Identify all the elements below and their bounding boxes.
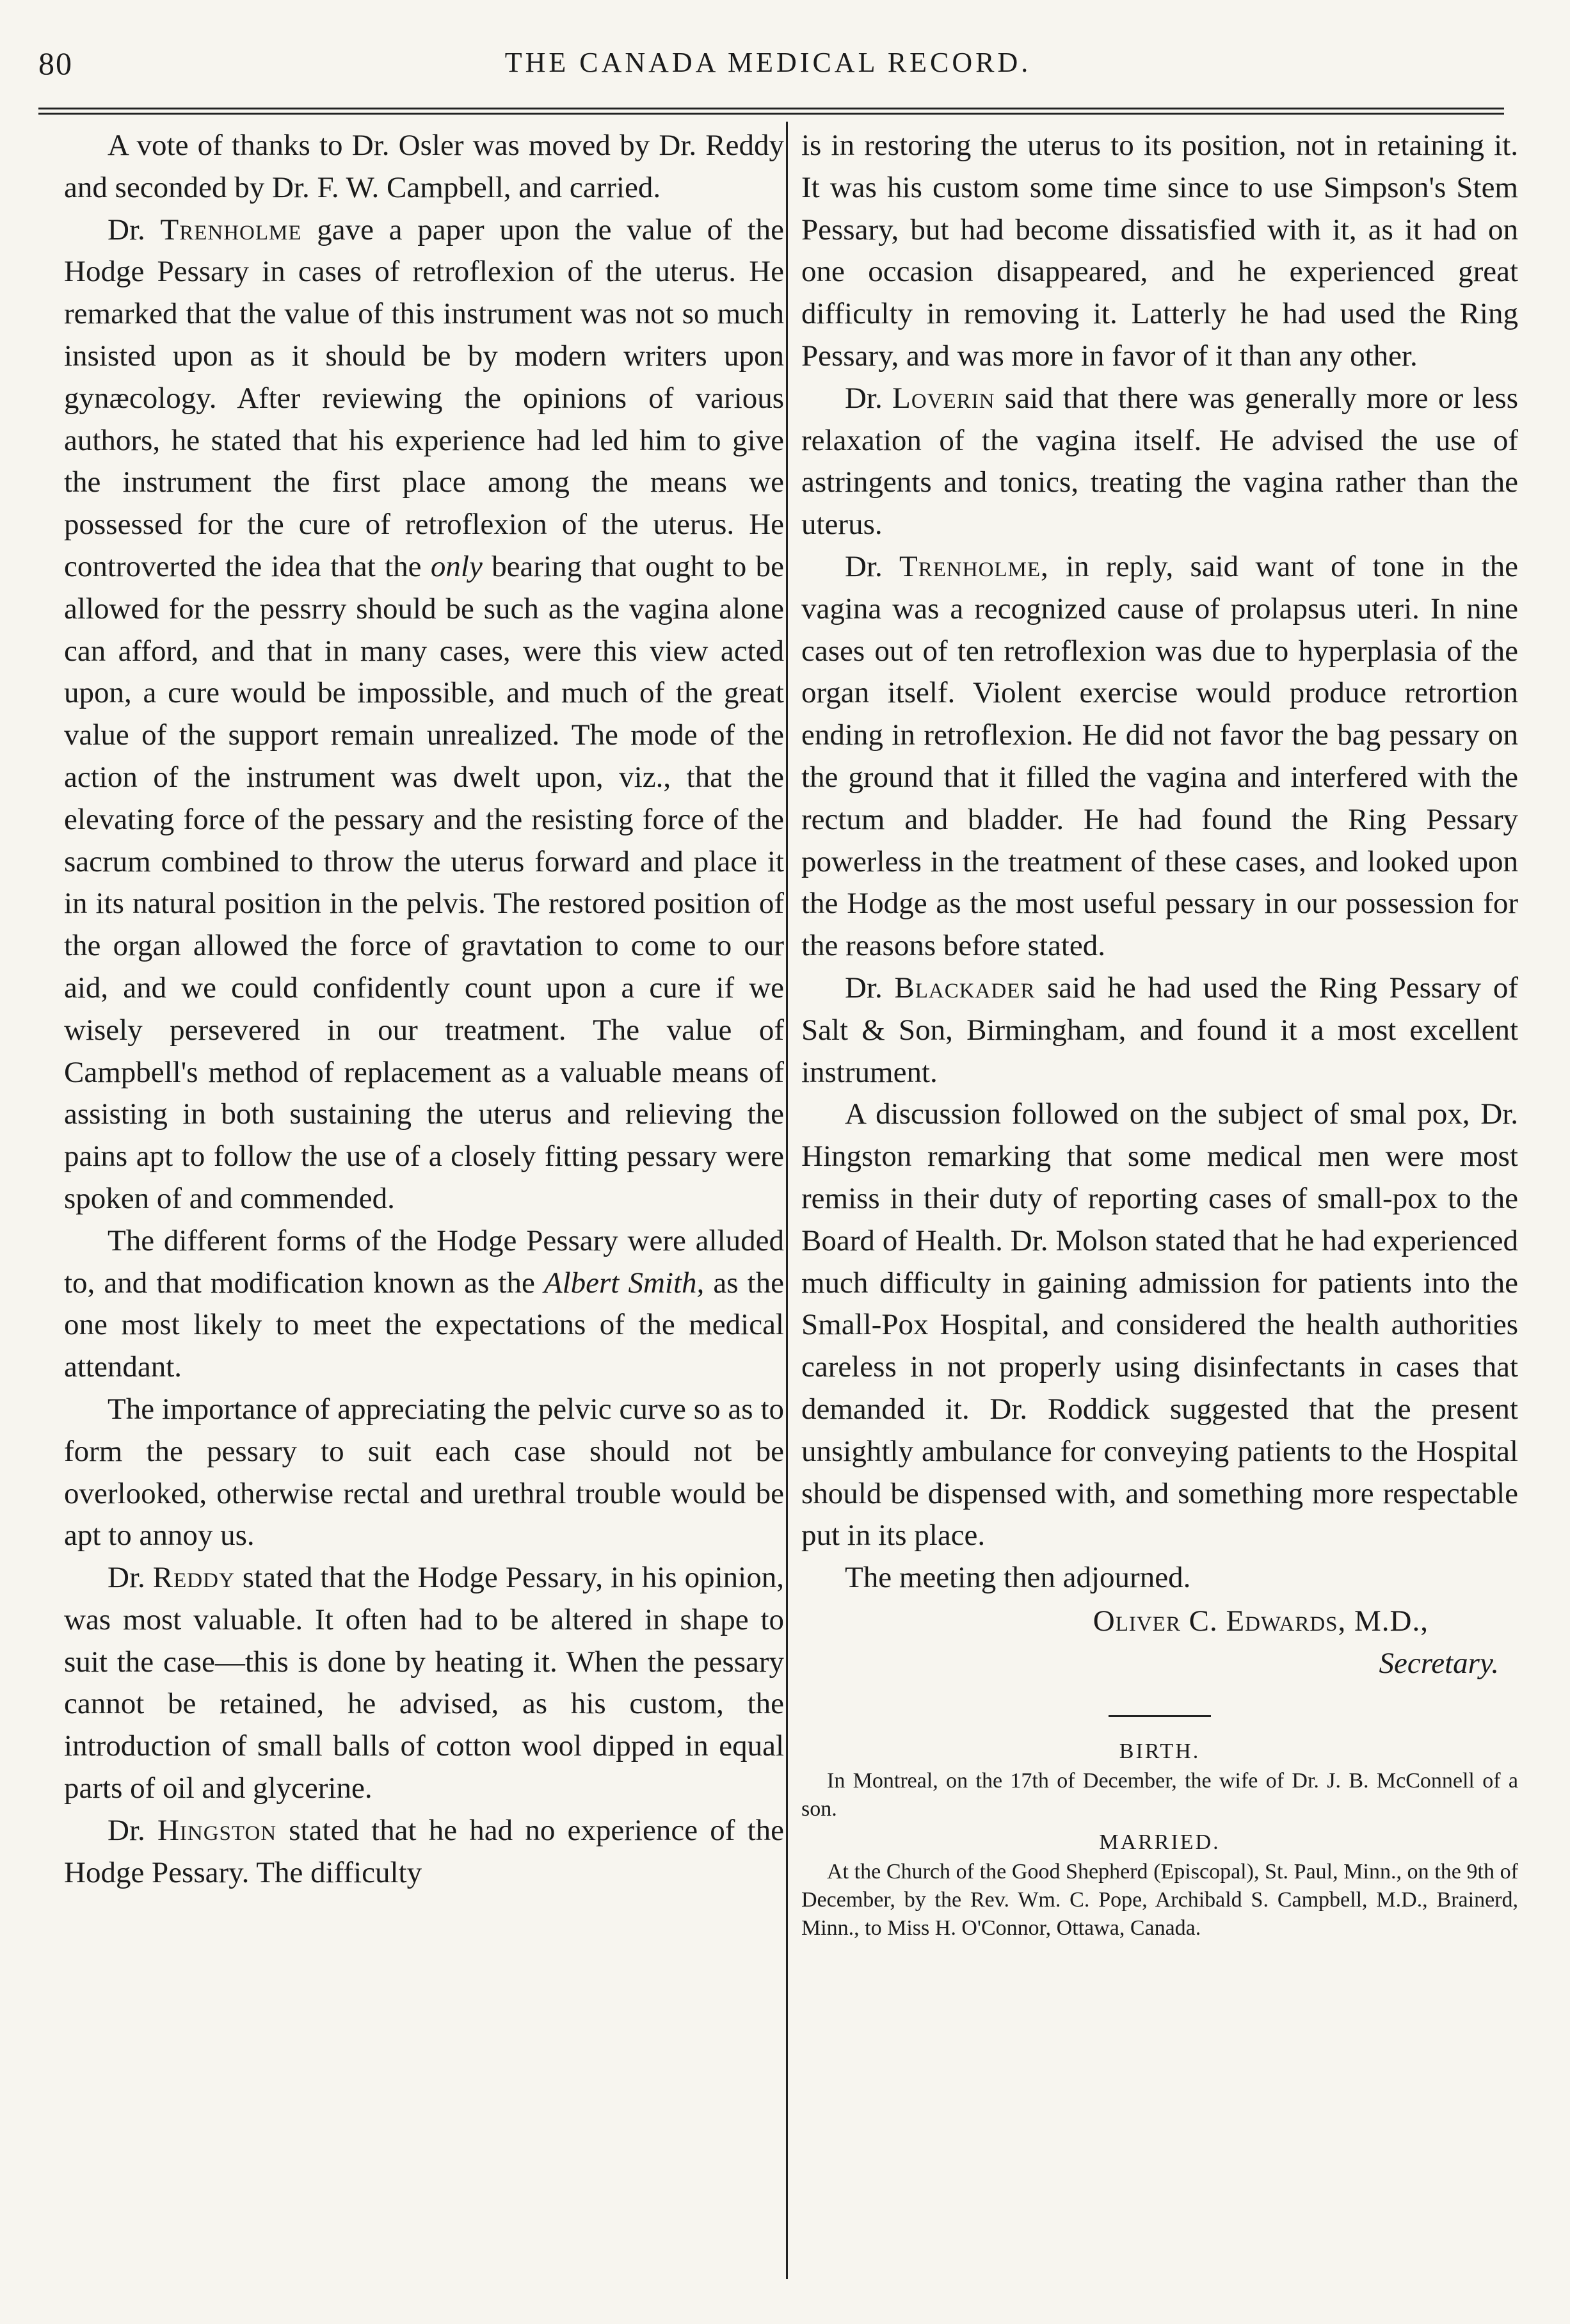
married-heading: MARRIED. [1099, 1830, 1221, 1855]
text: Dr. [845, 381, 893, 415]
paragraph-trenholme-reply [801, 546, 1518, 967]
emphasis-text: Albert Smith, [543, 1266, 705, 1300]
signature-name: Oliver C. Edwards, M.D., [1093, 1604, 1429, 1638]
text: stated that he had no experience of the Hodge Pessary. The difficulty [64, 1813, 784, 1889]
paragraph-smallpox-discussion: A discussion followed on the subject of smal pox, Dr. Hingston remarking that some medical men were most remiss in their duty of reporting cases of small-pox to the Board of Health. Dr. Molson stated that he had experienced much difficulty in gaining admission for patients into the Small-Pox Hospital, and considered the health authorities careless in not properly using disinfectants in cases that demanded it. Dr. Roddick suggested that the present unsightly ambulance for conveying patients to the Hospital should be dispensed with, and something more respectable put in its place. [801, 1097, 1518, 1553]
signature-block [801, 1601, 1518, 1685]
text: as the one most likely to meet the expectations of the medical attendant. [64, 1266, 784, 1384]
section-rule [1109, 1715, 1211, 1717]
birth-notice: In Montreal, on the 17th of December, the wife of Dr. J. B. McConnell of a son. [801, 1769, 1518, 1821]
text: bearing that ought to be allowed for the pessrry should be such as the vagina alone can afford, and that in many cases, were this view acted upon, a cure would be impossible, and much of the great value of the support remain unrealized. The mode of the action of the instrument was dwelt upon, viz., that the elevating force of the pessary and the resisting force of the sacrum combined to throw the uterus forward and place it in its natural position in the pelvis. The restored position of the organ allowed the force of gravtation to come to our aid, and we could confidently count upon a cure if we wisely persevered in our treatment. The value of Campbell's method of replacement as a valuable means of assisting in both sustaining the uterus and relieving the pains apt to follow the use of a closely fitting pessary were spoken of and commended. [64, 549, 784, 1215]
paragraph-blackader [801, 967, 1518, 1093]
paragraph-reddy [64, 1557, 784, 1810]
paragraph-continuation: is in restoring the uterus to its position, not in retaining it. It was his custom some time since to use Simpson's Stem Pessary, but had become dissatisfied with it, as it had on one occasion disappeared, and he experienced great difficulty in removing it. Latterly he had used the Ring Pessary, and was more in favor of it than any other. [801, 129, 1518, 373]
journal-title: THE CANADA MEDICAL RECORD. [504, 47, 1032, 78]
speaker-name: Blackader [894, 971, 1036, 1005]
speaker-name: Trenholme [160, 213, 302, 246]
right-column [801, 125, 1518, 1942]
text: Dr. [108, 213, 161, 246]
speaker-name: Hingston [157, 1813, 277, 1847]
paragraph-hingston [64, 1810, 784, 1894]
text: Dr. [845, 549, 900, 583]
birth-heading: BIRTH. [1119, 1739, 1201, 1764]
speaker-name: Trenholme, [899, 549, 1049, 583]
left-column [64, 125, 784, 1894]
text: Dr. [108, 1561, 153, 1595]
text: in reply, said want of tone in the vagina was a recognized cause of prolapsus uteri. In nine cases out of ten retroflexion was due to hyperplasia of the organ itself. Violent exercise would produce retrortion ending in retroflexion. He did not favor the bag pessary on the ground that it filled the vagina and interfered with the rectum and bladder. He had found the Ring Pessary powerless in the treatment of these cases, and looked upon the Hodge as the most useful pessary in our possession for the reasons before stated. [801, 549, 1518, 963]
paragraph-loverin [801, 378, 1518, 546]
paragraph-trenholme-paper [64, 209, 784, 1220]
married-notice: At the Church of the Good Shepherd (Episcopal), St. Paul, Minn., on the 9th of December, by the Rev. Wm. C. Pope, Archibald S. Campbell, M.D., Brainerd, Minn., to Miss H. O'Connor, Ottawa, Canada. [801, 1860, 1518, 1941]
text: said that there was generally more or less relaxation of the vagina itself. He advised the use of astringents and tonics, treating the vagina rather than the uterus. [801, 381, 1518, 542]
text: stated that the Hodge Pessary, in his opinion, was most valuable. It often had to be altered in shape to suit the case—this is done by heating it. When the pessary cannot be retained, he advised, as his custom, the introduction of small balls of cotton wool dipped in equal parts of oil and glycerine. [64, 1561, 784, 1805]
emphasis-text: only [430, 549, 483, 583]
paragraph-hodge-forms [64, 1220, 784, 1389]
header-rule-bottom [38, 113, 1504, 115]
text: Dr. [845, 971, 895, 1005]
paragraph-vote-of-thanks: A vote of thanks to Dr. Osler was moved by Dr. Reddy and seconded by Dr. F. W. Campbell, and carried. [64, 129, 784, 204]
text: The different forms of the Hodge Pessary were alluded to, and that modification known as the [64, 1223, 784, 1300]
page-header [38, 45, 1498, 90]
paragraph-adjourned: The meeting then adjourned. [845, 1561, 1191, 1595]
text: gave a paper upon the value of the Hodge Pessary in cases of retroflexion of the uterus. He remarked that the value of this instrument was not so much insisted upon as it should be by modern writers upon gynæcology. After reviewing the opinions of various authors, he stated that his experience had led him to give the instrument the first place among the means we possessed for the cure of retroflexion of the uterus. He controverted the idea that the [64, 213, 785, 583]
text: said he had used the Ring Pessary of Salt & Son, Birmingham, and found it a most excellent instrument. [801, 971, 1519, 1089]
header-rule-top [38, 108, 1504, 109]
signature-role: Secretary. [1379, 1646, 1499, 1680]
paragraph-pelvic-curve: The importance of appreciating the pelvic curve so as to form the pessary to suit each case should not be overlooked, otherwise rectal and urethral trouble would be apt to annoy us. [64, 1392, 784, 1553]
speaker-name: Reddy [152, 1561, 235, 1595]
speaker-name: Loverin [892, 381, 995, 415]
column-divider [786, 122, 788, 2279]
page-number: 80 [38, 45, 73, 81]
text: Dr. [108, 1813, 157, 1847]
